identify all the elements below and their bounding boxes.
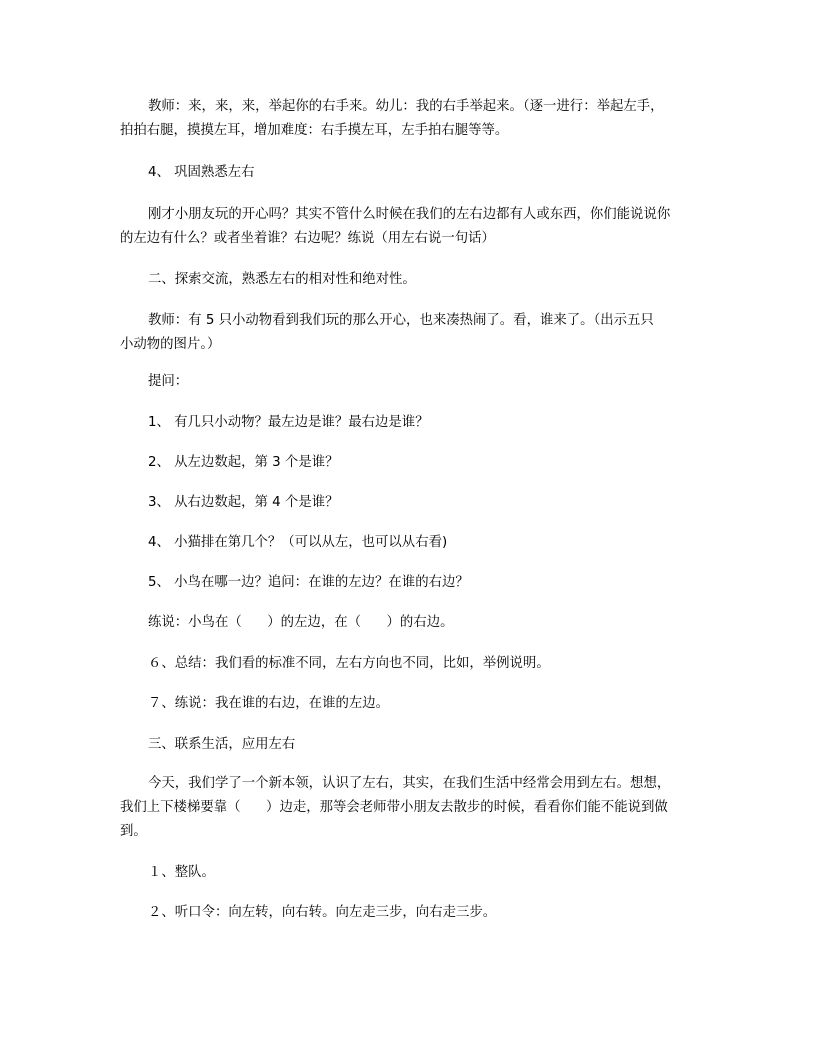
practice-bird — [148, 611, 726, 635]
text-line: 4、 巩固熟悉左右 — [148, 165, 255, 180]
text-line: 1、 有几只小动物？最左边是谁？最右边是谁？ — [148, 415, 429, 430]
text-line: 的左边有什么？或者坐着谁？右边呢？练说（用左右说一句话） — [120, 231, 495, 246]
paragraph-left-right-things — [120, 203, 698, 251]
paragraph-five-animals — [120, 309, 698, 357]
text-line: 3、 从右边数起，第 4 个是谁？ — [148, 495, 339, 510]
text-line: 教师：来，来，来，举起你的右手来。幼儿：我的右手举起来。（逐一进行：举起左手， — [148, 99, 664, 114]
question-item-4 — [148, 531, 726, 555]
text-line: 提问： — [148, 374, 189, 389]
question-item-5 — [148, 571, 726, 595]
summary-item-6 — [148, 652, 726, 676]
section-heading-explore — [148, 268, 726, 292]
text-line: 小动物的图片。） — [120, 337, 221, 352]
paragraph-teacher-raise-hand — [120, 95, 698, 143]
text-line: 三、联系生活，应用左右 — [148, 737, 296, 752]
text-line: 4、 小猫排在第几个？（可以从左，也可以从右看) — [148, 535, 448, 550]
text-line: 教师：有 5 只小动物看到我们玩的那么开心，也来凑热闹了。看，谁来了。（出示五只 — [148, 313, 654, 328]
activity-item-1 — [148, 861, 726, 885]
text-line: １、整队。 — [148, 865, 215, 880]
text-line: ２、听口令：向左转，向右转。向左走三步，向右走三步。 — [148, 905, 497, 920]
text-line: 5、 小鸟在哪一边？追问：在谁的左边？在谁的右边？ — [148, 575, 469, 590]
practice-item-7 — [148, 692, 726, 716]
question-label — [148, 370, 726, 394]
text-line: 到。 — [120, 824, 147, 839]
text-line: 二、探索交流，熟悉左右的相对性和绝对性。 — [148, 272, 416, 287]
text-line: 2、 从左边数起，第 3 个是谁？ — [148, 455, 339, 470]
text-line: ７、练说：我在谁的右边，在谁的左边。 — [148, 696, 390, 711]
text-line: 练说：小鸟在（ ）的左边，在（ ）的右边。 — [148, 615, 454, 630]
text-line: ６、总结：我们看的标准不同，左右方向也不同，比如，举例说明。 — [148, 656, 550, 671]
text-line: 今天，我们学了一个新本领，认识了左右，其实，在我们生活中经常会用到左右。想想， — [148, 776, 671, 791]
activity-item-2 — [148, 901, 726, 925]
heading-consolidate-left-right — [148, 161, 726, 185]
question-item-1 — [148, 411, 726, 435]
section-heading-life — [148, 733, 726, 757]
paragraph-today-learned — [120, 772, 698, 844]
question-item-3 — [148, 491, 726, 515]
question-item-2 — [148, 451, 726, 475]
text-line: 拍拍右腿，摸摸左耳，增加难度：右手摸左耳，左手拍右腿等等。 — [120, 123, 509, 138]
text-line: 刚才小朋友玩的开心吗？其实不管什么时候在我们的左右边都有人或东西，你们能说说你 — [148, 207, 671, 222]
text-line: 我们上下楼梯要靠（ ）边走，那等会老师带小朋友去散步的时候，看看你们能不能说到做 — [120, 800, 668, 815]
